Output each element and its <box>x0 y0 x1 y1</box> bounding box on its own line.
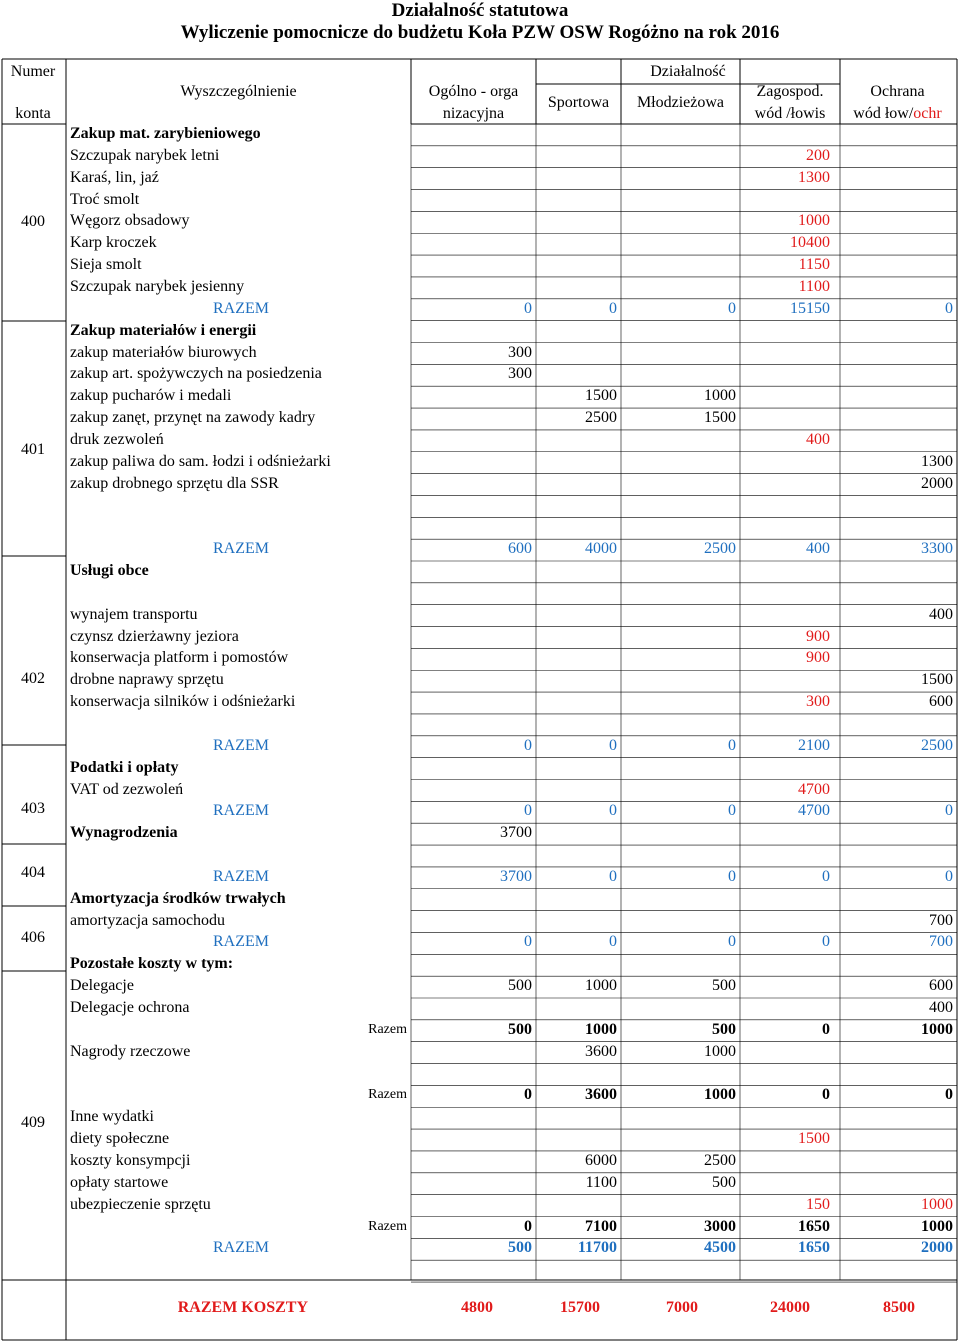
cell-b: 0 <box>609 299 617 317</box>
account-401: 401 <box>21 441 45 458</box>
cell-d: 1100 <box>798 277 830 295</box>
row-label: zakup zanęt, przynęt na zawody kadry <box>70 409 316 427</box>
cell-d: 0 <box>822 1086 830 1104</box>
total-sportowa: 15700 <box>560 1299 600 1316</box>
cell-e: 2500 <box>921 736 953 754</box>
cell-c: 500 <box>712 1020 736 1038</box>
cell-e: 400 <box>929 999 953 1016</box>
cell-c: 1000 <box>704 1086 736 1104</box>
total-ogolno: 4800 <box>461 1299 493 1316</box>
cell-d: 4700 <box>798 780 830 798</box>
cell-e: 600 <box>929 693 953 711</box>
header-ogolno-1: Ogólno - orga <box>428 83 519 100</box>
cell-d: 200 <box>806 146 830 164</box>
cell-b: 1000 <box>585 1020 617 1038</box>
cell-e: 700 <box>929 933 953 951</box>
cell-a: 0 <box>524 802 532 820</box>
cell-c: 3000 <box>704 1217 736 1235</box>
total-ochrana: 8500 <box>883 1299 915 1316</box>
cell-c: 2500 <box>704 540 736 558</box>
row-label: czynsz dzierżawny jeziora <box>70 627 239 645</box>
razem-label: RAZEM <box>213 299 269 317</box>
cell-d: 1500 <box>798 1130 830 1148</box>
razem-label: RAZEM <box>213 933 269 951</box>
cell-e: 0 <box>945 802 953 820</box>
cell-a: 0 <box>524 299 532 317</box>
header-dzialalnosc: Działalność <box>650 63 726 80</box>
header-sportowa: Sportowa <box>547 94 610 111</box>
cell-e: 0 <box>945 867 953 885</box>
cell-c: 0 <box>728 802 736 820</box>
row-label: zakup materiałów biurowych <box>70 343 257 361</box>
cell-b: 0 <box>609 933 617 951</box>
header-ogolno-2: nizacyjna <box>442 105 505 122</box>
cell-c: 1000 <box>704 387 736 405</box>
cell-e: 2000 <box>921 1239 953 1257</box>
account-400: 400 <box>21 213 45 230</box>
cell-e: 0 <box>945 299 953 317</box>
cell-b: 6000 <box>585 1151 617 1169</box>
row-label: VAT od zezwoleń <box>70 780 184 798</box>
cell-d: 900 <box>806 627 830 645</box>
cell-b: 3600 <box>585 1086 617 1104</box>
cell-a: 300 <box>508 365 532 383</box>
razem-label: RAZEM <box>213 736 269 754</box>
cell-a: 500 <box>508 1020 532 1038</box>
row-label: Zakup materiałów i energii <box>70 321 257 339</box>
header-konta: konta <box>15 105 51 122</box>
cell-b: 0 <box>609 802 617 820</box>
cell-d: 400 <box>806 540 830 558</box>
account-409: 409 <box>21 1114 45 1131</box>
row-label: Usługi obce <box>70 562 149 579</box>
cell-c: 2500 <box>704 1151 736 1169</box>
row-label: diety społeczne <box>70 1130 170 1148</box>
row-label: Sieja smolt <box>70 256 142 274</box>
cell-b: 1100 <box>585 1173 617 1191</box>
total-mlodziezowa: 7000 <box>666 1299 698 1316</box>
cell-e: 600 <box>929 977 953 995</box>
cell-c: 500 <box>712 977 736 995</box>
header-ochrana-1: Ochrana <box>870 83 925 100</box>
cell-b: 1000 <box>585 977 617 995</box>
cell-a: 300 <box>508 343 532 361</box>
row-label: Podatki i opłaty <box>70 758 179 776</box>
cell-a: 3700 <box>500 867 532 885</box>
account-402: 402 <box>21 670 45 687</box>
header-wyszczegolnienie: Wyszczególnienie <box>180 83 297 100</box>
row-label: Pozostałe koszty w tym: <box>70 955 234 973</box>
row-label: Wynagrodzenia <box>70 824 178 842</box>
cell-d: 4700 <box>798 802 830 820</box>
cell-e: 1500 <box>921 671 953 689</box>
cell-a: 0 <box>524 933 532 951</box>
cell-d: 2100 <box>798 736 830 754</box>
row-label: opłaty startowe <box>70 1173 169 1191</box>
razem-label: RAZEM <box>213 540 269 558</box>
cell-d: 1000 <box>798 212 830 230</box>
cell-d: 1150 <box>798 256 830 274</box>
row-label: Karp kroczek <box>70 234 157 252</box>
cell-b: 7100 <box>585 1217 617 1235</box>
page-subtitle: Wyliczenie pomocnicze do budżetu Koła PZW OSW Rogóżno na rok 2016 <box>180 22 780 43</box>
row-label: konserwacja silników i odśnieżarki <box>70 693 296 711</box>
row-label: Delegacje <box>70 977 134 995</box>
row-label: Nagrody rzeczowe <box>70 1042 191 1060</box>
cell-e: 3300 <box>921 540 953 558</box>
cell-e: 0 <box>945 1086 953 1104</box>
header-numer: Numer <box>10 63 56 80</box>
row-label: druk zezwoleń <box>70 430 164 448</box>
cell-d: 0 <box>822 1020 830 1038</box>
cell-e: 400 <box>929 605 953 623</box>
cell-c: 1500 <box>704 409 736 427</box>
total-zagosp: 24000 <box>770 1299 810 1316</box>
razem-sub-label: Razem <box>368 1218 407 1234</box>
cell-b: 1500 <box>585 387 617 405</box>
cell-d: 0 <box>822 933 830 951</box>
cell-c: 4500 <box>704 1239 736 1257</box>
row-label: Delegacje ochrona <box>70 999 190 1016</box>
cell-a: 3700 <box>500 824 532 842</box>
razem-label: RAZEM <box>213 1239 269 1257</box>
cell-d: 15150 <box>790 299 830 317</box>
row-label: Zakup mat. zarybieniowego <box>70 125 261 142</box>
cell-d: 300 <box>806 693 830 711</box>
row-label: Szczupak narybek letni <box>70 146 220 164</box>
page-title: Działalność statutowa <box>391 0 569 21</box>
row-label: koszty konsympcji <box>70 1151 191 1169</box>
razem-sub-label: Razem <box>368 1087 407 1103</box>
row-label: drobne naprawy sprzętu <box>70 671 224 689</box>
account-404: 404 <box>21 864 45 881</box>
row-label: Szczupak narybek jesienny <box>70 277 245 295</box>
row-label: zakup drobnego sprzętu dla SSR <box>70 474 279 492</box>
row-label: zakup paliwa do sam. łodzi i odśnieżarki <box>70 452 331 470</box>
account-403: 403 <box>21 800 45 817</box>
cell-b: 0 <box>609 867 617 885</box>
cell-a: 600 <box>508 540 532 558</box>
razem-sub-label: Razem <box>368 1021 407 1037</box>
cell-e: 2000 <box>921 474 953 492</box>
cell-c: 500 <box>712 1173 736 1191</box>
cell-d: 1300 <box>798 168 830 186</box>
cell-d: 400 <box>806 430 830 448</box>
cell-d: 0 <box>822 867 830 885</box>
cell-d: 150 <box>806 1195 830 1213</box>
cell-e: 700 <box>929 911 953 929</box>
header-ochrana-2: wód łow/ochr <box>853 105 942 122</box>
row-label: zakup art. spożywczych na posiedzenia <box>70 365 322 383</box>
cell-c: 0 <box>728 736 736 754</box>
cell-e: 1000 <box>921 1217 953 1235</box>
cell-b: 11700 <box>577 1239 617 1257</box>
razem-label: RAZEM <box>213 867 269 885</box>
cell-e: 1000 <box>921 1020 953 1038</box>
cell-d: 900 <box>806 649 830 667</box>
cell-a: 0 <box>524 736 532 754</box>
cell-e: 1300 <box>921 452 953 470</box>
cell-b: 0 <box>609 736 617 754</box>
row-label: Karaś, lin, jaź <box>70 168 159 186</box>
cell-c: 0 <box>728 867 736 885</box>
cell-b: 2500 <box>585 409 617 427</box>
row-label: Inne wydatki <box>70 1108 154 1126</box>
cell-c: 1000 <box>704 1042 736 1060</box>
row-label: ubezpieczenie sprzętu <box>70 1195 211 1213</box>
cell-a: 0 <box>524 1086 532 1104</box>
cell-a: 500 <box>508 1239 532 1257</box>
header-zagosp-1: Zagospod. <box>756 83 824 100</box>
row-label: Troć smolt <box>70 190 140 208</box>
row-label: Amortyzacja środków trwałych <box>70 889 286 907</box>
account-406: 406 <box>21 929 45 946</box>
cell-c: 0 <box>728 933 736 951</box>
cell-d: 1650 <box>798 1217 830 1235</box>
cell-a: 0 <box>524 1217 532 1235</box>
row-label: amortyzacja samochodu <box>70 911 226 929</box>
cell-a: 500 <box>508 977 532 995</box>
cell-b: 3600 <box>585 1042 617 1060</box>
header-zagosp-2: wód /łowis <box>754 105 826 122</box>
row-label: wynajem transportu <box>70 605 198 623</box>
cell-b: 4000 <box>585 540 617 558</box>
total-label: RAZEM KOSZTY <box>177 1299 308 1316</box>
cell-c: 0 <box>728 299 736 317</box>
cell-d: 10400 <box>790 234 830 252</box>
row-label: zakup pucharów i medali <box>70 387 232 405</box>
cell-d: 1650 <box>798 1239 830 1257</box>
row-label: konserwacja platform i pomostów <box>70 649 289 667</box>
header-mlodziezowa: Młodzieżowa <box>636 94 725 111</box>
razem-label: RAZEM <box>213 802 269 820</box>
cell-e: 1000 <box>921 1195 953 1213</box>
row-label: Węgorz obsadowy <box>70 212 190 230</box>
